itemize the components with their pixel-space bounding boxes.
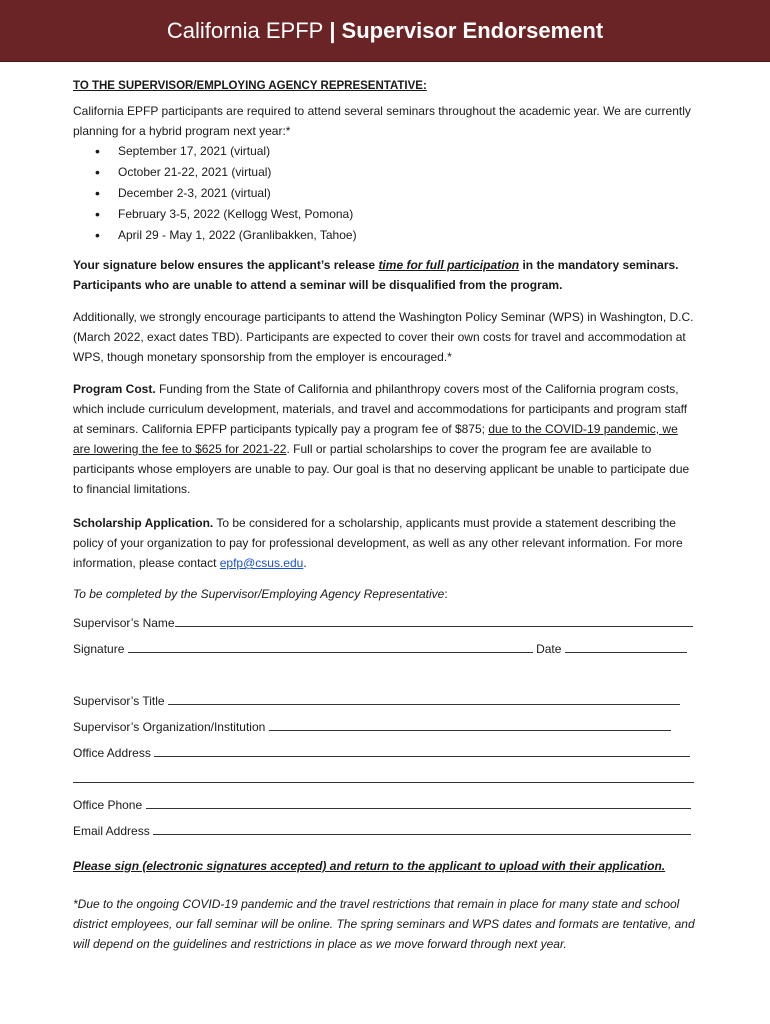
- program-cost-paragraph: [73, 379, 697, 499]
- release-text-2: in the mandatory seminars. Participants who are unable to attend a seminar will be disqualified from the program.: [73, 258, 679, 292]
- scholarship-label: Scholarship Application.: [73, 516, 214, 530]
- seminar-item: • September 17, 2021 (virtual): [118, 141, 697, 162]
- supervisor-name-field[interactable]: [175, 612, 693, 627]
- organization-row: [73, 714, 697, 740]
- seminar-item: • December 2-3, 2021 (virtual): [118, 183, 697, 204]
- email-address-label: Email Address: [73, 824, 150, 838]
- contact-email-link[interactable]: epfp@csus.edu: [219, 556, 304, 570]
- form-intro-text: To be completed by the Supervisor/Employing Agency Representative: [73, 587, 445, 601]
- header-title: California EPFP: [166, 17, 324, 43]
- addressee-heading: TO THE SUPERVISOR/EMPLOYING AGENCY REPRESENTATIVE:: [73, 80, 427, 92]
- document-body: [0, 80, 770, 954]
- program-cost-label: Program Cost.: [73, 382, 156, 396]
- release-paragraph: [73, 255, 697, 295]
- scholarship-text-2: .: [303, 556, 307, 570]
- supervisor-title-row: [73, 688, 697, 714]
- supervisor-name-label: Supervisor’s Name: [73, 616, 175, 630]
- signature-field[interactable]: [128, 638, 533, 653]
- office-phone-label: Office Phone: [73, 798, 143, 812]
- office-address-row: [73, 740, 697, 766]
- program-cost-text-1: Funding from the State of California and philanthropy covers most of the California program costs, which include curriculum development, materials, and travel and accommodations for participants and program staff at seminars. California EPFP participants typically pay a program fee of $875;: [73, 382, 688, 436]
- office-address-field[interactable]: [154, 742, 690, 757]
- email-address-row: [73, 818, 697, 844]
- scholarship-paragraph: [73, 513, 697, 573]
- office-phone-row: [73, 792, 697, 818]
- form-intro-colon: :: [444, 587, 448, 601]
- seminar-list: [73, 141, 697, 246]
- wps-paragraph: Additionally, we strongly encourage participants to attend the Washington Policy Seminar (WPS) in Washington, D.C. (March 2022, exact dates TBD). Participants are expected to cover their own costs for travel and accommodation at WPS, though monetary sponsorship from the employer is encouraged.*: [73, 310, 694, 364]
- email-address-field[interactable]: [153, 820, 691, 835]
- seminar-item: • February 3-5, 2022 (Kellogg West, Pomona): [118, 204, 697, 225]
- header-subtitle: Supervisor Endorsement: [341, 17, 604, 43]
- page-header: [0, 0, 770, 62]
- return-instruction: Please sign (electronic signatures accepted) and return to the applicant to upload with their application.: [73, 859, 666, 873]
- supervisor-title-label: Supervisor’s Title: [73, 694, 165, 708]
- intro-paragraph: California EPFP participants are required to attend several seminars throughout the academic year. We are currently planning for a hybrid program next year:*: [73, 104, 691, 138]
- supervisor-name-row: [73, 610, 697, 636]
- program-cost-text-2: . Full or partial scholarships to cover the program fee are available to participants whose employers are unable to pay. Our goal is that no deserving applicant be unable to participate due to financial limitations.: [73, 442, 690, 496]
- covid-footnote: *Due to the ongoing COVID-19 pandemic and the travel restrictions that remain in place for many state and school district employees, our fall seminar will be online. The spring seminars and WPS dates and formats are tentative, and will depend on the guidelines and restrictions in place as we move forward through next year.: [73, 897, 695, 951]
- office-phone-field[interactable]: [146, 794, 691, 809]
- form-spacer: [73, 662, 697, 688]
- seminar-item: • October 21-22, 2021 (virtual): [118, 162, 697, 183]
- release-text-1: Your signature below ensures the applicant’s release: [73, 258, 379, 272]
- scholarship-text-1: To be considered for a scholarship, applicants must provide a statement describing the policy of your organization to pay for professional development, as well as any other relevant information. For more information, please contact: [73, 516, 683, 570]
- office-address-line2-field[interactable]: [73, 768, 694, 783]
- seminar-item: • April 29 - May 1, 2022 (Granlibakken, Tahoe): [118, 225, 697, 246]
- office-address-label: Office Address: [73, 746, 151, 760]
- office-address-line2-row: [73, 766, 697, 792]
- signature-label: Signature: [73, 642, 125, 656]
- date-field[interactable]: [565, 638, 687, 653]
- form-intro: [73, 584, 697, 604]
- signature-row: [73, 636, 697, 662]
- header-separator: |: [329, 17, 336, 43]
- date-label: Date: [536, 642, 562, 656]
- organization-label: Supervisor’s Organization/Institution: [73, 720, 266, 734]
- organization-field[interactable]: [269, 716, 671, 731]
- program-cost-fee-reduction: due to the COVID-19 pandemic, we are lowering the fee to $625 for 2021-22: [73, 422, 678, 456]
- release-emphasis: time for full participation: [378, 258, 520, 272]
- supervisor-title-field[interactable]: [168, 690, 680, 705]
